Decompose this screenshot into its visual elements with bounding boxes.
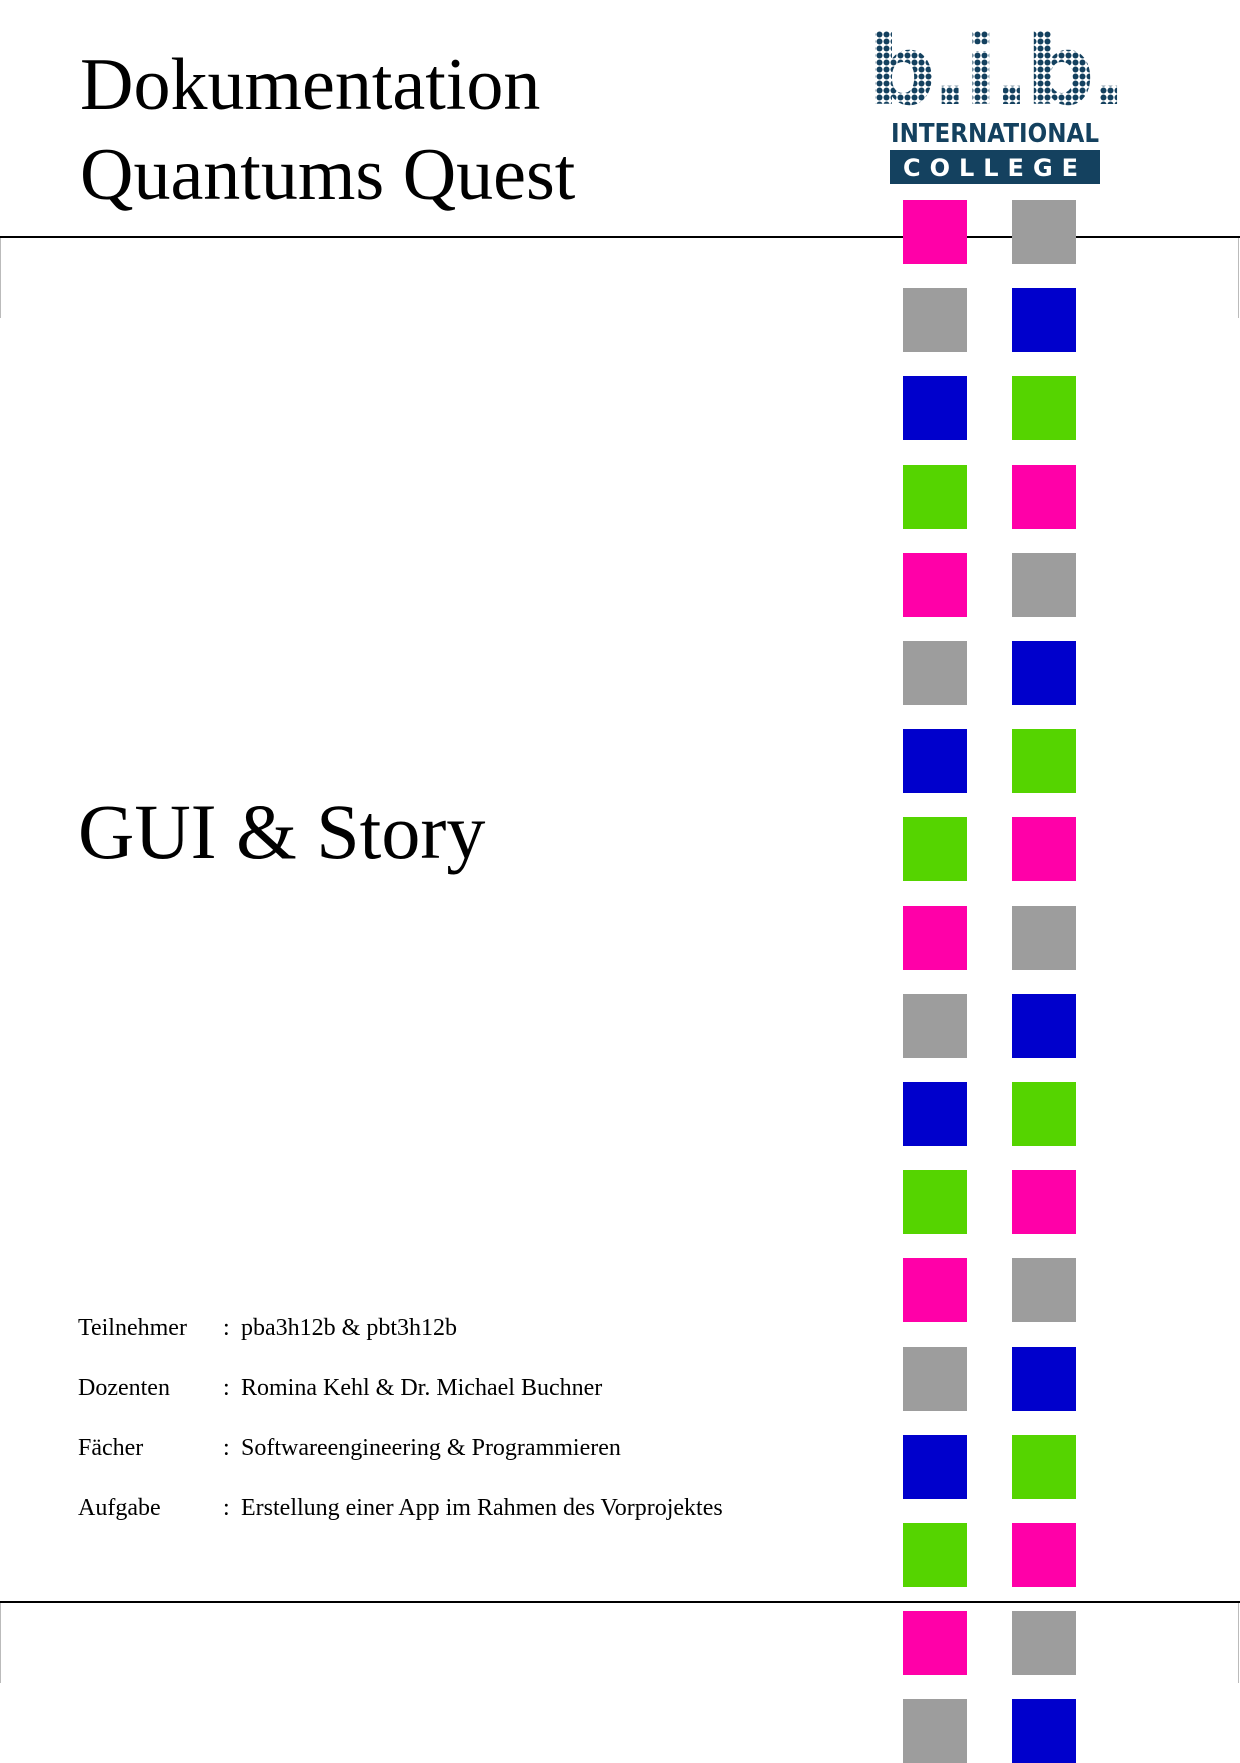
info-separator: :: [223, 1375, 230, 1401]
info-label: Aufgabe: [78, 1495, 161, 1521]
color-square-blue: [903, 729, 967, 793]
color-square-gray: [1012, 553, 1076, 617]
color-square-green: [903, 817, 967, 881]
color-square-green: [903, 1170, 967, 1234]
color-square-green: [1012, 376, 1076, 440]
info-separator: :: [223, 1495, 230, 1521]
color-square-pink: [1012, 1170, 1076, 1234]
color-square-pink: [1012, 465, 1076, 529]
logo-line-college: COLLEGE: [902, 154, 1088, 182]
color-square-pink: [1012, 1523, 1076, 1587]
color-square-blue: [1012, 1699, 1076, 1763]
color-square-blue: [903, 376, 967, 440]
info-value: pba3h12b & pbt3h12b: [241, 1315, 457, 1341]
color-square-blue: [1012, 994, 1076, 1058]
logo-letters: b.i.b.: [867, 15, 1123, 127]
color-square-gray: [903, 1699, 967, 1763]
color-square-pink: [903, 1611, 967, 1675]
title-line-1: Dokumentation: [80, 44, 541, 126]
color-square-green: [1012, 1435, 1076, 1499]
info-label: Teilnehmer: [78, 1315, 187, 1341]
document-subtitle: GUI & Story: [78, 788, 486, 875]
logo-line-international: INTERNATIONAL: [891, 119, 1099, 149]
info-value: Romina Kehl & Dr. Michael Buchner: [241, 1375, 603, 1401]
info-value: Erstellung einer App im Rahmen des Vorprojektes: [241, 1495, 723, 1521]
info-label: Dozenten: [78, 1375, 170, 1401]
color-square-pink: [903, 200, 967, 264]
info-separator: :: [223, 1315, 230, 1341]
color-square-green: [903, 1523, 967, 1587]
color-square-gray: [1012, 200, 1076, 264]
color-square-pink: [903, 1258, 967, 1322]
color-square-gray: [1012, 1258, 1076, 1322]
color-square-pink: [903, 906, 967, 970]
color-square-blue: [903, 1082, 967, 1146]
color-square-green: [1012, 729, 1076, 793]
color-square-gray: [1012, 906, 1076, 970]
info-value: Softwareengineering & Programmieren: [241, 1435, 621, 1461]
color-square-pink: [1012, 817, 1076, 881]
info-separator: :: [223, 1435, 230, 1461]
color-square-blue: [903, 1435, 967, 1499]
color-square-green: [903, 465, 967, 529]
color-square-gray: [903, 641, 967, 705]
color-square-blue: [1012, 641, 1076, 705]
color-square-gray: [1012, 1611, 1076, 1675]
color-square-blue: [1012, 1347, 1076, 1411]
color-square-green: [1012, 1082, 1076, 1146]
color-square-pink: [903, 553, 967, 617]
title-line-2: Quantums Quest: [80, 134, 576, 216]
info-label: Fächer: [78, 1435, 144, 1461]
color-square-gray: [903, 994, 967, 1058]
color-square-gray: [903, 1347, 967, 1411]
color-square-gray: [903, 288, 967, 352]
color-square-blue: [1012, 288, 1076, 352]
